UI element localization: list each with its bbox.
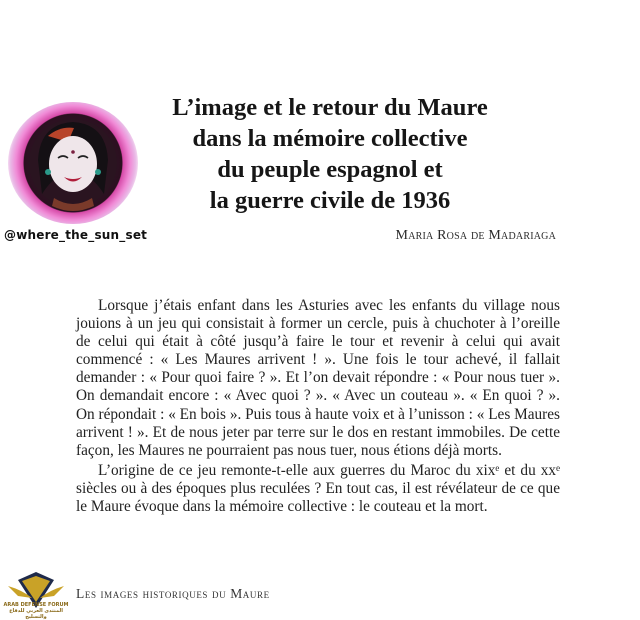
logo-subtext: المنتدى العربي للدفاع والتسليح bbox=[9, 608, 63, 620]
article-title bbox=[120, 92, 540, 216]
title-line: la guerre civile de 1936 bbox=[209, 187, 451, 214]
forum-logo-caption bbox=[0, 602, 72, 620]
watermark-handle: @where_the_sun_set bbox=[4, 228, 148, 242]
cartoon-face-icon bbox=[8, 102, 138, 224]
article-author: Maria Rosa de Madariaga bbox=[395, 228, 556, 243]
title-line: dans la mémoire collective bbox=[192, 125, 468, 152]
title-line: L’image et le retour du Maure bbox=[172, 94, 488, 121]
running-footer: Les images historiques du Maure bbox=[76, 586, 270, 601]
logo-text: ARAB DEFENSE FORUM bbox=[3, 602, 69, 608]
title-line: du peuple espagnol et bbox=[217, 156, 443, 183]
profile-avatar bbox=[8, 102, 138, 224]
article-body bbox=[76, 297, 560, 516]
body-paragraph: Lorsque j’étais enfant dans les Asturies avec les enfants du village nous jouions à un jeu qui consistait à former un cercle, puis à chuchoter à l’oreille de celui qui était à côté jusqu’à faire le tour et revenir à celui qui avait commencé : « Les Maures arrivent ! ». Une fois le tour achevé, il fallait demander : « Pour quoi faire ? ». Et l’on devait répondre : « Pour nous tuer ». On demandait encore : « Avec quoi ? ». « Avec un couteau ». « En quoi ? ». On répondait : « En bois ». Puis tous à haute voix et à l’unisson : « Les Maures arrivent ! ». Et de nous jeter par terre sur le dos en restant immobiles. De cette façon, les Maures ne pourraient pas nous tuer, nous étions déjà morts. bbox=[76, 297, 560, 459]
body-paragraph: L’origine de ce jeu remonte-t-elle aux guerres du Maroc du xixᵉ et du xxᵉ siècles ou à des époques plus reculées ? En tout cas, il est révélateur de ce que le Maure évoque dans la mémoire collective : le couteau et la mort. bbox=[76, 461, 560, 516]
